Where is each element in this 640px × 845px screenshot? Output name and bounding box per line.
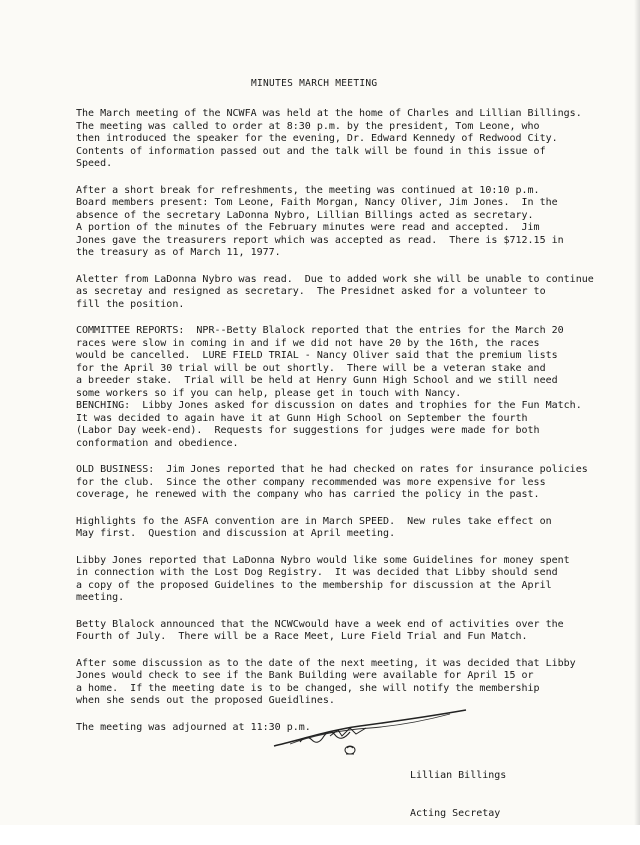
text-line: as secretay and resigned as secretary. The Presidnet asked for a volunteer to — [76, 286, 546, 297]
text-line: After a short break for refreshments, the meeting was continued at 10:10 p.m. — [76, 184, 540, 196]
text-line: Aletter from LaDonna Nybro was read. Due to added work she will be unable to continue — [76, 273, 594, 285]
text-line: races were slow in coming in and if we did not have 20 by the 16th, the races — [76, 337, 540, 349]
text-line: Jones would check to see if the Bank Building were available for April 15 or — [76, 670, 534, 681]
text-line: After some discussion as to the date of the next meeting, it was decided that Libby — [76, 657, 576, 669]
page-edge-shadow — [634, 0, 640, 825]
text-line: for the April 30 trial will be out shortly. There will be a veteran stake and — [76, 362, 546, 374]
text-line: Jones gave the treasurers report which was accepted as read. There is $712.15 in — [76, 234, 564, 246]
text-line: Libby Jones reported that LaDonna Nybro would like some Guidelines for money spent — [76, 554, 570, 566]
text-line: absence of the secretary LaDonna Nybro, Lillian Billings acted as secretary. — [76, 209, 534, 221]
paragraph-old-business — [76, 464, 616, 502]
paragraph-resignation-letter — [76, 274, 616, 312]
text-line: a copy of the proposed Guidelines to the membership for discussion at the April — [76, 579, 552, 591]
text-line: The meeting was called to order at 8:30 p.m. by the president, Tom Leone, who — [76, 120, 540, 132]
paragraph-board-members — [76, 185, 616, 260]
text-line: Highlights fo the ASFA convention are in March SPEED. New rules take effect on — [76, 515, 552, 527]
paragraph-lost-dog-registry — [76, 555, 616, 605]
text-line: meeting. — [76, 592, 125, 603]
text-line: in connection with the Lost Dog Registry. It was decided that Libby should send — [76, 567, 558, 578]
text-line: COMMITTEE REPORTS: NPR--Betty Blalock reported that the entries for the March 20 — [76, 325, 564, 336]
paragraph-asfa-convention — [76, 516, 616, 541]
text-line: the treasury as of March 11, 1977. — [76, 247, 281, 258]
signature-block — [410, 745, 506, 845]
paragraph-committee-reports — [76, 325, 616, 450]
text-line: BENCHING: Libby Jones asked for discussion on dates and trophies for the Fun Match. — [76, 400, 582, 411]
signer-name: Lillian Billings — [410, 770, 507, 781]
text-line: The meeting was adjourned at 11:30 p.m. — [76, 721, 311, 733]
text-line: Contents of information passed out and the talk will be found in this issue of — [76, 145, 546, 157]
text-line: May first. Question and discussion at April meeting. — [76, 528, 396, 539]
paragraph-meeting-opening — [76, 108, 616, 171]
text-line: A portion of the minutes of the February minutes were read and accepted. Jim — [76, 222, 540, 233]
paragraph-fourth-of-july — [76, 619, 616, 644]
text-line: (Labor Day week-end). Requests for suggestions for judges were made for both — [76, 425, 540, 436]
text-line: The March meeting of the NCWFA was held at the home of Charles and Lillian Billings. — [76, 108, 582, 119]
text-line: a home. If the meeting date is to be changed, she will notify the membership — [76, 682, 540, 694]
text-line: for the club. Since the other company recommended was more expensive for less — [76, 476, 546, 488]
text-line: OLD BUSINESS: Jim Jones reported that he had checked on rates for insurance policies — [76, 464, 588, 475]
text-line: Board members present: Tom Leone, Faith Morgan, Nancy Oliver, Jim Jones. In the — [76, 197, 558, 208]
text-line: fill the position. — [76, 298, 185, 310]
text-line: Speed. — [76, 158, 113, 169]
signer-role: Acting Secretay — [410, 807, 501, 819]
text-line: would be cancelled. LURE FIELD TRIAL - Nancy Oliver said that the premium lists — [76, 350, 558, 361]
text-line: It was decided to again have it at Gunn High School on September the fourth — [76, 412, 528, 424]
text-line: conformation and obedience. — [76, 437, 239, 449]
document-body — [76, 108, 616, 734]
text-line: coverage, he renewed with the company who has carried the policy in the past. — [76, 489, 540, 500]
text-line: some workers so if you can help, please get in touch with Nancy. — [76, 387, 462, 399]
text-line: Fourth of July. There will be a Race Meet, Lure Field Trial and Fun Match. — [76, 631, 528, 642]
text-line: a breeder stake. Trial will be held at Henry Gunn High School and we still need — [76, 375, 558, 386]
text-line: when she sends out the proposed Gueidlines. — [76, 695, 335, 706]
text-line: then introduced the speaker for the evening, Dr. Edward Kennedy of Redwood City. — [76, 133, 558, 144]
text-line: Betty Blalock announced that the NCWCwould have a week end of activities over the — [76, 618, 564, 630]
document-title: MINUTES MARCH MEETING — [251, 78, 378, 89]
